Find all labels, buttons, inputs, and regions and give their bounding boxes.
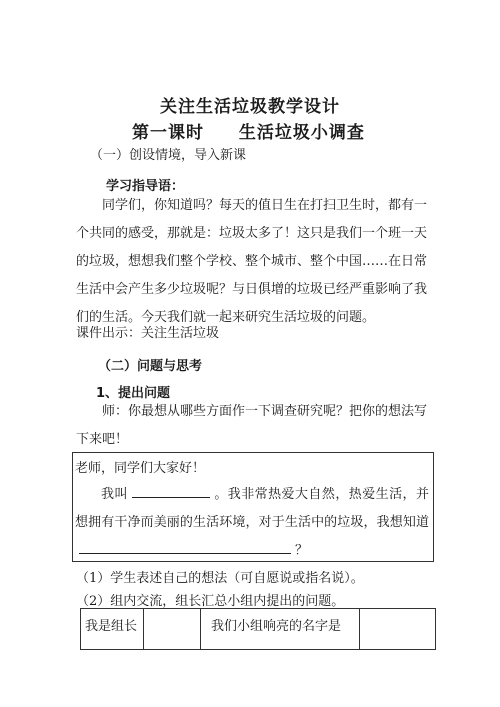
step-2: （2）组内交流，组长汇总小组内提出的问题。 xyxy=(76,594,345,609)
guide-heading: 学习指导语： xyxy=(106,179,185,194)
table-cell-leader-label: 我是组长 xyxy=(81,609,144,650)
intro-prefix: 我叫 xyxy=(101,487,128,502)
section-heading-1: （一）创设情境，导入新课 xyxy=(90,148,247,163)
teacher-prompt: 师：你最想从哪些方面作一下调查研究呢？把你的想法写下来吧！ xyxy=(76,404,428,447)
question-blank[interactable] xyxy=(79,539,291,554)
lesson-topic: 生活垃圾小调查 xyxy=(238,123,365,143)
subsection-heading: 1、提出问题 xyxy=(96,386,171,401)
group-table xyxy=(80,608,436,650)
guide-paragraph: 同学们，你知道吗？每天的值日生在打扫卫生时，都有一个共同的感受，那就是：垃圾太多了！这只是我们一个班一天的垃圾，想想我们整个学校、整个城市、整个中国……在日常生活中会产生多少垃圾呢？与日俱增的垃圾已经严重影响了我们的生活。今天我们就一起来研究生活垃圾的问题。 xyxy=(76,198,428,325)
section-heading-2: （二）问题与思考 xyxy=(98,359,203,374)
letter-greeting: 老师，同学们大家好！ xyxy=(75,461,206,476)
table-row xyxy=(81,609,436,650)
lesson-subtitle xyxy=(132,118,365,143)
intro-suffix: 。我非常热爱大自然，热爱生活，并想拥有干净而美丽的生活环境，对于生活中的垃圾，我想知道 xyxy=(75,487,429,530)
table-cell-group-name[interactable] xyxy=(360,609,436,650)
table-cell-group-label: 我们小组响亮的名字是 xyxy=(200,609,359,650)
step-1: （1）学生表述自己的想法（可自愿说或指名说）。 xyxy=(76,571,364,586)
question-mark: ？ xyxy=(295,543,309,558)
lesson-number: 第一课时 xyxy=(132,123,204,143)
letter-body xyxy=(75,481,429,565)
courseware-note: 课件出示：关注生活垃圾 xyxy=(76,326,220,341)
table-cell-leader-name[interactable] xyxy=(144,609,201,650)
document-title: 关注生活垃圾教学设计 xyxy=(160,97,340,117)
letter-box xyxy=(72,452,434,562)
name-blank[interactable] xyxy=(132,483,210,498)
